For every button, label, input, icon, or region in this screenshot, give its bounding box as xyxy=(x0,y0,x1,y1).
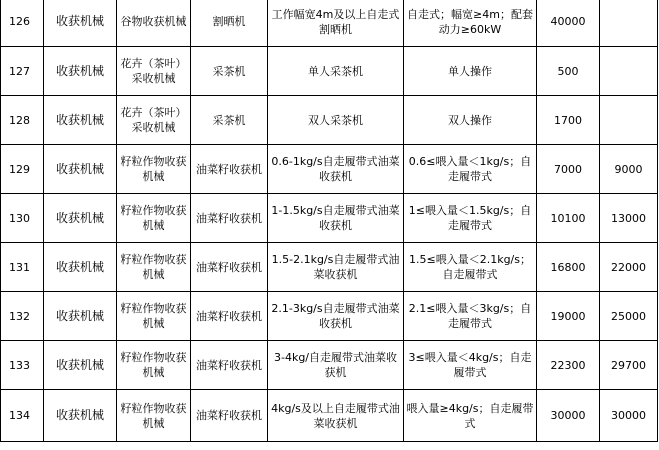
price-b-cell: 13000 xyxy=(600,194,658,243)
price-b-cell xyxy=(600,0,658,47)
price-a-cell: 1700 xyxy=(537,96,600,145)
spec-cell: 1.5-2.1kg/s自走履带式油菜收获机 xyxy=(268,243,404,292)
table-row xyxy=(1,194,658,243)
spec-cell: 1-1.5kg/s自走履带式油菜收获机 xyxy=(268,194,404,243)
item-cell: 油菜籽收获机 xyxy=(191,145,268,194)
spec-cell: 2.1-3kg/s自走履带式油菜收获机 xyxy=(268,292,404,341)
item-cell: 油菜籽收获机 xyxy=(191,341,268,390)
subcategory-cell: 籽粒作物收获机械 xyxy=(117,145,191,194)
price-b-cell: 22000 xyxy=(600,243,658,292)
table-row xyxy=(1,292,658,341)
params-cell: 单人操作 xyxy=(404,47,537,96)
category-cell: 收获机械 xyxy=(44,292,117,341)
table-row xyxy=(1,0,658,47)
row-number: 134 xyxy=(1,390,44,442)
price-a-cell: 16800 xyxy=(537,243,600,292)
price-b-cell xyxy=(600,96,658,145)
item-cell: 油菜籽收获机 xyxy=(191,292,268,341)
spec-cell: 4kg/s及以上自走履带式油菜收获机 xyxy=(268,390,404,442)
price-b-cell: 29700 xyxy=(600,341,658,390)
subcategory-cell: 花卉（茶叶）采收机械 xyxy=(117,96,191,145)
category-cell: 收获机械 xyxy=(44,341,117,390)
category-cell: 收获机械 xyxy=(44,145,117,194)
category-cell: 收获机械 xyxy=(44,194,117,243)
row-number: 127 xyxy=(1,47,44,96)
price-a-cell: 30000 xyxy=(537,390,600,442)
category-cell: 收获机械 xyxy=(44,0,117,47)
params-cell: 1.5≤喂入量＜2.1kg/s；自走履带式 xyxy=(404,243,537,292)
subcategory-cell: 籽粒作物收获机械 xyxy=(117,292,191,341)
item-cell: 采茶机 xyxy=(191,47,268,96)
category-cell: 收获机械 xyxy=(44,96,117,145)
price-b-cell: 30000 xyxy=(600,390,658,442)
item-cell: 油菜籽收获机 xyxy=(191,194,268,243)
price-a-cell: 40000 xyxy=(537,0,600,47)
item-cell: 油菜籽收获机 xyxy=(191,390,268,442)
spec-cell: 单人采茶机 xyxy=(268,47,404,96)
price-a-cell: 500 xyxy=(537,47,600,96)
table-row xyxy=(1,96,658,145)
row-number: 131 xyxy=(1,243,44,292)
params-cell: 2.1≤喂入量＜3kg/s；自走履带式 xyxy=(404,292,537,341)
subcategory-cell: 籽粒作物收获机械 xyxy=(117,243,191,292)
table-row xyxy=(1,145,658,194)
spec-cell: 0.6-1kg/s自走履带式油菜收获机 xyxy=(268,145,404,194)
table-row xyxy=(1,243,658,292)
table-body xyxy=(1,0,658,442)
row-number: 133 xyxy=(1,341,44,390)
params-cell: 双人操作 xyxy=(404,96,537,145)
price-a-cell: 22300 xyxy=(537,341,600,390)
price-b-cell xyxy=(600,47,658,96)
spec-cell: 3-4kg/自走履带式油菜收获机 xyxy=(268,341,404,390)
price-a-cell: 7000 xyxy=(537,145,600,194)
spec-cell: 双人采茶机 xyxy=(268,96,404,145)
spec-cell: 工作幅宽4m及以上自走式割晒机 xyxy=(268,0,404,47)
row-number: 126 xyxy=(1,0,44,47)
price-b-cell: 9000 xyxy=(600,145,658,194)
subcategory-cell: 花卉（茶叶）采收机械 xyxy=(117,47,191,96)
subcategory-cell: 籽粒作物收获机械 xyxy=(117,390,191,442)
price-a-cell: 19000 xyxy=(537,292,600,341)
subcategory-cell: 谷物收获机械 xyxy=(117,0,191,47)
subcategory-cell: 籽粒作物收获机械 xyxy=(117,194,191,243)
subcategory-cell: 籽粒作物收获机械 xyxy=(117,341,191,390)
params-cell: 3≤喂入量＜4kg/s；自走履带式 xyxy=(404,341,537,390)
category-cell: 收获机械 xyxy=(44,390,117,442)
row-number: 132 xyxy=(1,292,44,341)
item-cell: 油菜籽收获机 xyxy=(191,243,268,292)
table-row xyxy=(1,341,658,390)
category-cell: 收获机械 xyxy=(44,243,117,292)
price-a-cell: 10100 xyxy=(537,194,600,243)
row-number: 129 xyxy=(1,145,44,194)
row-number: 128 xyxy=(1,96,44,145)
item-cell: 采茶机 xyxy=(191,96,268,145)
item-cell: 割晒机 xyxy=(191,0,268,47)
params-cell: 0.6≤喂入量＜1kg/s；自走履带式 xyxy=(404,145,537,194)
price-b-cell: 25000 xyxy=(600,292,658,341)
table-row xyxy=(1,390,658,442)
params-cell: 自走式；幅宽≥4m；配套动力≥60kW xyxy=(404,0,537,47)
params-cell: 1≤喂入量＜1.5kg/s；自走履带式 xyxy=(404,194,537,243)
table-row xyxy=(1,47,658,96)
category-cell: 收获机械 xyxy=(44,47,117,96)
params-cell: 喂入量≥4kg/s；自走履带式 xyxy=(404,390,537,442)
row-number: 130 xyxy=(1,194,44,243)
